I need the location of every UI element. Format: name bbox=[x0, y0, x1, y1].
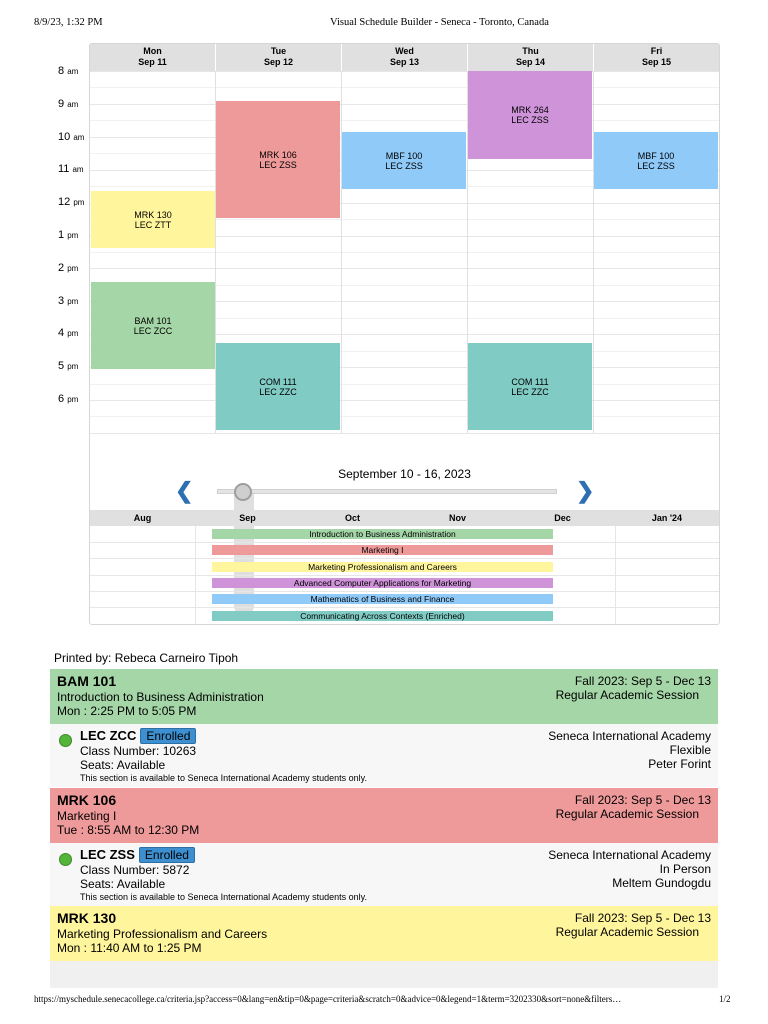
calendar-grid bbox=[90, 71, 719, 433]
time-label: 4 pm bbox=[58, 327, 79, 340]
timeline-bar[interactable]: Marketing I bbox=[212, 545, 553, 555]
month-nov: Nov bbox=[405, 510, 510, 526]
grid-line bbox=[90, 87, 719, 88]
course-title: Introduction to Business Administration bbox=[57, 690, 264, 704]
month-jan: Jan '24 bbox=[615, 510, 719, 526]
course-session: Regular Academic Session bbox=[555, 807, 699, 821]
status-dot-icon bbox=[59, 853, 72, 866]
event-com111-tue[interactable]: COM 111 LEC ZZC bbox=[216, 343, 340, 430]
timeline-bar[interactable]: Introduction to Business Administration bbox=[212, 529, 553, 539]
time-label: 5 pm bbox=[58, 360, 79, 373]
grid-line bbox=[90, 384, 719, 385]
month-aug: Aug bbox=[90, 510, 195, 526]
time-label: 12 pm bbox=[58, 196, 85, 209]
timeline-bar[interactable]: Communicating Across Contexts (Enriched) bbox=[212, 611, 553, 621]
class-number: Class Number: 10263 bbox=[80, 744, 197, 758]
course-header[interactable] bbox=[50, 906, 718, 961]
course-section-mrk106 bbox=[50, 788, 718, 906]
day-header-fri: Fri Sep 15 bbox=[594, 44, 719, 71]
lecture-code: LEC ZCC bbox=[80, 728, 137, 743]
timeline-bar[interactable]: Marketing Professionalism and Careers bbox=[212, 562, 553, 572]
print-url: https://myschedule.senecacollege.ca/criteria.jsp?access=0&lang=en&tip=0&page=criteria&scratch=0&advice=0&legend=1&term=3202330&sort=none&filters… bbox=[34, 994, 622, 1004]
campus: Seneca International Academy bbox=[548, 848, 711, 862]
event-mrk130-mon[interactable]: MRK 130 LEC ZTT bbox=[91, 191, 215, 248]
day-header-wed: Wed Sep 13 bbox=[342, 44, 467, 71]
day-header-tue: Tue Sep 12 bbox=[216, 44, 341, 71]
course-title: Marketing I bbox=[57, 809, 117, 823]
grid-line bbox=[90, 104, 719, 105]
grid-line bbox=[90, 433, 719, 434]
day-header-thu: Thu Sep 14 bbox=[468, 44, 593, 71]
day-header-mon: Mon Sep 11 bbox=[90, 44, 215, 71]
class-number: Class Number: 5872 bbox=[80, 863, 190, 877]
print-title: Visual Schedule Builder - Seneca - Toronto, Canada bbox=[330, 17, 549, 28]
lecture-code: LEC ZSS bbox=[80, 847, 135, 862]
print-page: 1/2 bbox=[719, 994, 731, 1004]
week-range: September 10 - 16, 2023 bbox=[338, 467, 471, 481]
section-detail-placeholder bbox=[50, 961, 718, 988]
weekly-calendar bbox=[89, 43, 720, 625]
event-bam101-mon[interactable]: BAM 101 LEC ZCC bbox=[91, 282, 215, 369]
grid-line bbox=[90, 400, 719, 401]
grid-line bbox=[90, 120, 719, 121]
course-section-mrk130 bbox=[50, 906, 718, 988]
instructor: Peter Forint bbox=[648, 757, 711, 771]
delivery: In Person bbox=[659, 862, 711, 876]
timeline-bar[interactable]: Advanced Computer Applications for Marketing bbox=[212, 578, 553, 588]
instructor: Meltem Gundogdu bbox=[612, 876, 711, 890]
course-code: BAM 101 bbox=[57, 673, 117, 689]
section-note: This section is available to Seneca International Academy students only. bbox=[80, 773, 367, 783]
course-term: Fall 2023: Sep 5 - Dec 13 bbox=[574, 911, 711, 925]
event-com111-thu[interactable]: COM 111 LEC ZZC bbox=[468, 343, 592, 430]
chevron-left-icon[interactable]: ❮ bbox=[175, 478, 194, 503]
seats: Seats: Available bbox=[80, 877, 166, 891]
time-label: 2 pm bbox=[58, 261, 79, 274]
seats: Seats: Available bbox=[80, 758, 166, 772]
month-sep: Sep bbox=[195, 510, 300, 526]
week-slider-handle[interactable] bbox=[234, 483, 252, 501]
course-term: Fall 2023: Sep 5 - Dec 13 bbox=[574, 674, 711, 688]
course-term: Fall 2023: Sep 5 - Dec 13 bbox=[574, 793, 711, 807]
section-detail bbox=[50, 843, 718, 906]
time-label: 3 pm bbox=[58, 294, 79, 307]
course-session: Regular Academic Session bbox=[555, 688, 699, 702]
time-label: 6 pm bbox=[58, 393, 79, 405]
month-oct: Oct bbox=[300, 510, 405, 526]
status-badge: Enrolled bbox=[140, 728, 196, 744]
printed-by: Printed by: Rebeca Carneiro Tipoh bbox=[54, 651, 239, 665]
time-label: 9 am bbox=[58, 97, 79, 110]
event-mrk264-thu[interactable]: MRK 264 LEC ZSS bbox=[468, 71, 592, 159]
delivery: Flexible bbox=[669, 743, 711, 757]
event-mbf100-fri[interactable]: MBF 100 LEC ZSS bbox=[594, 132, 718, 189]
week-slider-track[interactable] bbox=[217, 489, 557, 494]
event-mrk106-tue[interactable]: MRK 106 LEC ZSS bbox=[216, 101, 340, 218]
print-datetime: 8/9/23, 1:32 PM bbox=[34, 17, 103, 28]
timeline-bar[interactable]: Mathematics of Business and Finance bbox=[212, 594, 553, 604]
course-session: Regular Academic Session bbox=[555, 925, 699, 939]
course-title: Marketing Professionalism and Careers bbox=[57, 927, 268, 941]
month-dec: Dec bbox=[510, 510, 615, 526]
section-detail bbox=[50, 724, 718, 787]
campus: Seneca International Academy bbox=[548, 729, 711, 743]
course-schedule: Mon : 2:25 PM to 5:05 PM bbox=[57, 704, 197, 718]
course-schedule: Mon : 11:40 AM to 1:25 PM bbox=[57, 941, 202, 955]
chevron-right-icon[interactable]: ❯ bbox=[576, 478, 595, 503]
grid-line bbox=[90, 252, 719, 253]
course-schedule: Tue : 8:55 AM to 12:30 PM bbox=[57, 823, 200, 837]
course-section-bam101 bbox=[50, 669, 718, 787]
grid-line bbox=[90, 416, 719, 417]
course-header[interactable] bbox=[50, 669, 718, 724]
grid-line bbox=[90, 268, 719, 269]
course-code: MRK 130 bbox=[57, 910, 117, 926]
status-badge: Enrolled bbox=[139, 847, 195, 863]
time-label: 1 pm bbox=[58, 229, 79, 241]
time-label: 10 am bbox=[58, 130, 85, 143]
grid-line bbox=[90, 71, 719, 72]
section-note: This section is available to Seneca International Academy students only. bbox=[80, 892, 367, 902]
event-mbf100-wed[interactable]: MBF 100 LEC ZSS bbox=[342, 132, 466, 189]
time-label: 11 am bbox=[58, 163, 84, 176]
course-header[interactable] bbox=[50, 788, 718, 843]
course-code: MRK 106 bbox=[57, 792, 117, 808]
status-dot-icon bbox=[59, 734, 72, 747]
time-label: 8 am bbox=[58, 65, 79, 77]
